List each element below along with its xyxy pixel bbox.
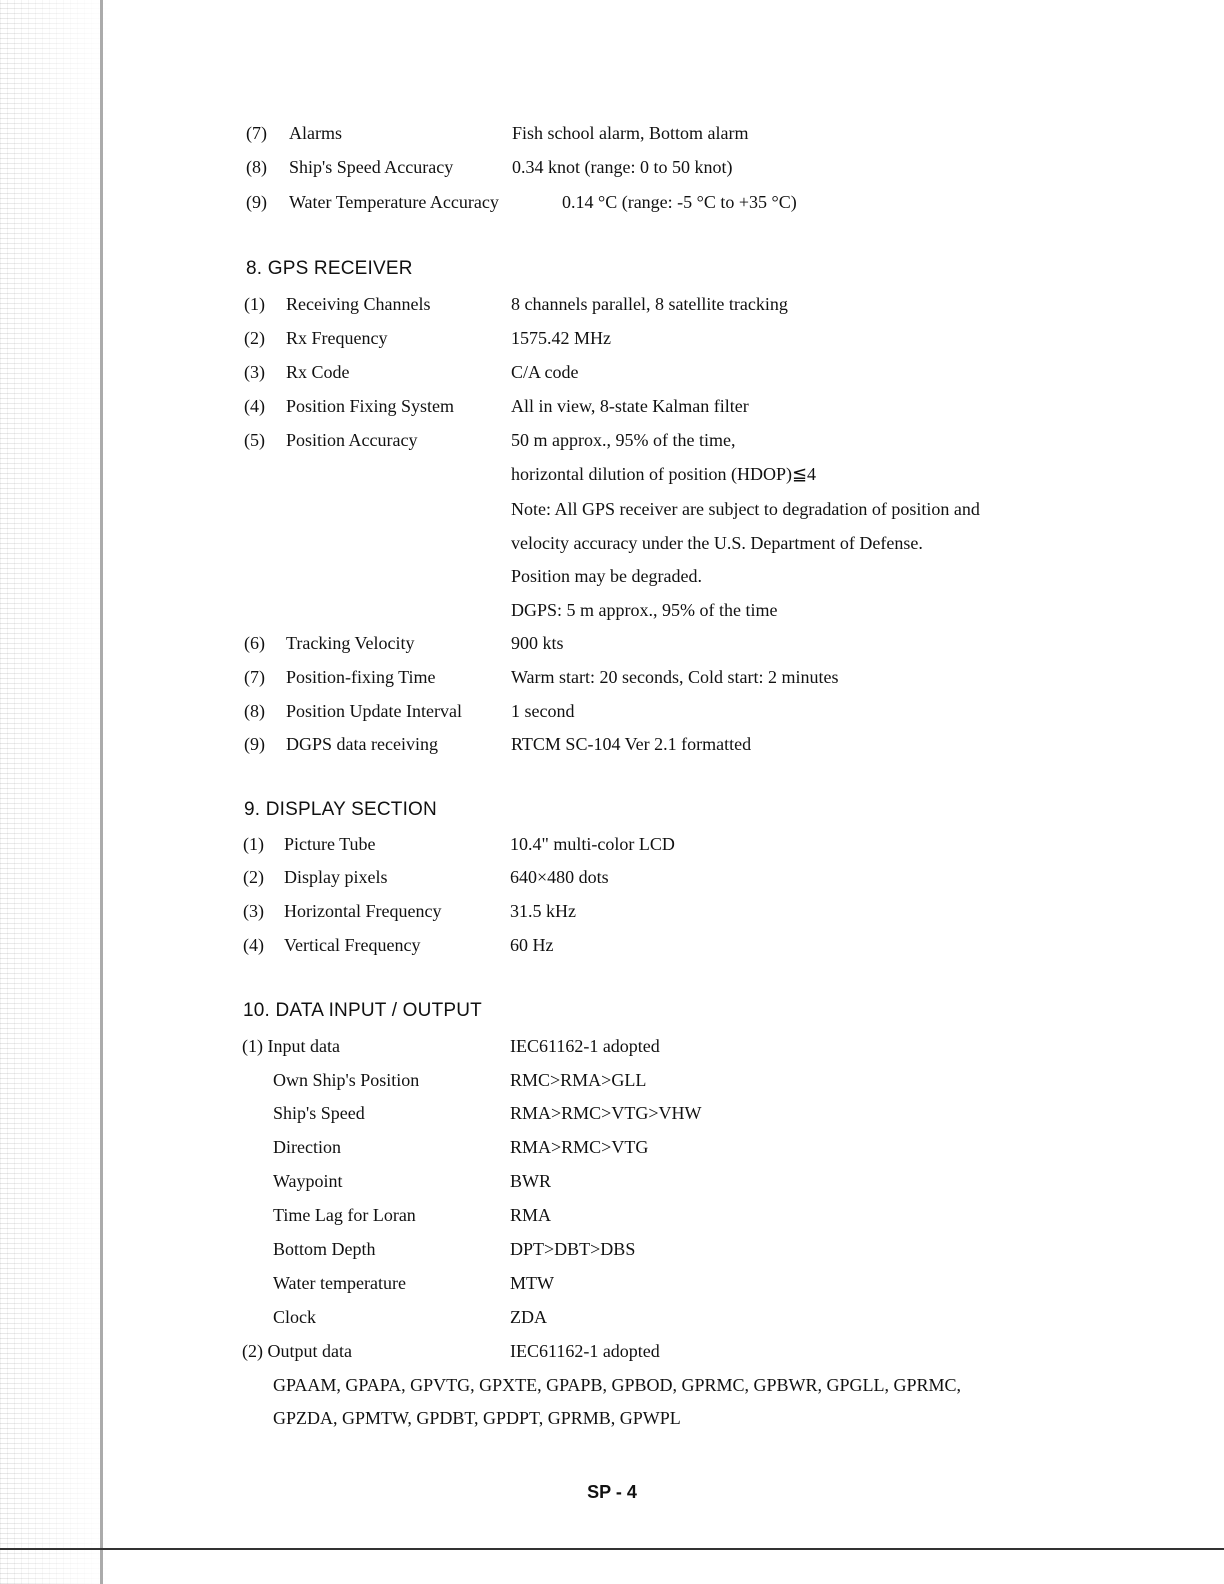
item-label: (1) Input data [242, 1036, 340, 1056]
item-value: RMC>RMA>GLL [510, 1070, 647, 1090]
item-number: (1) [244, 294, 265, 314]
io-input-subrow [273, 1272, 554, 1294]
spec-row [246, 156, 733, 178]
io-input-subrow [273, 1069, 647, 1091]
item-number: (6) [244, 633, 265, 653]
item-label: Own Ship's Position [273, 1070, 420, 1090]
item-label: Waypoint [273, 1171, 343, 1191]
item-value: 8 channels parallel, 8 satellite tracking [511, 294, 788, 314]
item-label: Position-fixing Time [286, 667, 436, 687]
item-value: 10.4" multi-color LCD [510, 834, 675, 854]
item-label: Position Update Interval [286, 701, 462, 721]
item-value: RMA>RMC>VTG>VHW [510, 1103, 702, 1123]
section-heading-display: 9. DISPLAY SECTION [244, 799, 437, 820]
item-label: Ship's Speed [273, 1103, 365, 1123]
item-number: (8) [244, 701, 265, 721]
section-heading-gps: 8. GPS RECEIVER [246, 258, 413, 279]
item-value: RMA>RMC>VTG [510, 1137, 649, 1157]
spec-row [243, 934, 554, 956]
item-label: Alarms [289, 123, 342, 143]
io-input-subrow [273, 1102, 702, 1124]
item-number: (8) [246, 157, 267, 177]
io-input-subrow [273, 1170, 552, 1192]
spec-row [243, 900, 576, 922]
accuracy-continuation: Note: All GPS receiver are subject to degradation of position and [511, 499, 980, 519]
item-value: C/A code [511, 362, 579, 382]
item-value: BWR [510, 1171, 552, 1191]
item-label: Water Temperature Accuracy [289, 192, 499, 212]
item-value: ZDA [510, 1307, 547, 1327]
item-label: Water temperature [273, 1273, 406, 1293]
item-value: 640×480 dots [510, 867, 609, 887]
item-label: Rx Frequency [286, 328, 388, 348]
spec-row [243, 866, 609, 888]
spec-row [244, 293, 788, 315]
item-number: (7) [244, 667, 265, 687]
item-value: RTCM SC-104 Ver 2.1 formatted [511, 734, 752, 754]
item-value: 31.5 kHz [510, 901, 576, 921]
io-output-row [242, 1340, 660, 1362]
item-label: Picture Tube [284, 834, 376, 854]
spec-row [244, 700, 575, 722]
io-input-row [242, 1035, 660, 1057]
output-sentence-list: GPZDA, GPMTW, GPDBT, GPDPT, GPRMB, GPWPL [273, 1408, 681, 1428]
accuracy-continuation: DGPS: 5 m approx., 95% of the time [511, 600, 778, 620]
item-value: DPT>DBT>DBS [510, 1239, 636, 1259]
item-number: (4) [244, 396, 265, 416]
item-label: DGPS data receiving [286, 734, 438, 754]
item-value: Fish school alarm, Bottom alarm [512, 123, 749, 143]
spec-row [244, 395, 749, 417]
spec-row [244, 733, 752, 755]
item-number: (3) [244, 362, 265, 382]
item-value: 0.34 knot (range: 0 to 50 knot) [512, 157, 733, 177]
item-label: Rx Code [286, 362, 350, 382]
item-number: (9) [246, 192, 267, 212]
item-number: (5) [244, 430, 265, 450]
item-number: (2) [243, 867, 264, 887]
item-number: (3) [243, 901, 264, 921]
accuracy-continuation: velocity accuracy under the U.S. Department of Defense. [511, 533, 923, 553]
io-input-subrow [273, 1306, 547, 1328]
spec-row [246, 191, 797, 213]
item-value: 1 second [511, 701, 575, 721]
item-number: (7) [246, 123, 267, 143]
item-value: 60 Hz [510, 935, 554, 955]
item-value: 50 m approx., 95% of the time, [511, 430, 736, 450]
spec-row [244, 327, 611, 349]
spec-row [246, 122, 749, 144]
spec-row [244, 632, 564, 654]
io-input-subrow [273, 1238, 636, 1260]
io-input-subrow [273, 1204, 552, 1226]
item-label: Time Lag for Loran [273, 1205, 416, 1225]
section-heading-io: 10. DATA INPUT / OUTPUT [243, 1000, 482, 1021]
item-label: Direction [273, 1137, 341, 1157]
item-label: Vertical Frequency [284, 935, 421, 955]
item-value: 0.14 °C (range: -5 °C to +35 °C) [562, 192, 797, 212]
item-label: Horizontal Frequency [284, 901, 442, 921]
item-value: 1575.42 MHz [511, 328, 611, 348]
bottom-rule [0, 1548, 1224, 1550]
spec-row [244, 361, 579, 383]
item-number: (2) [244, 328, 265, 348]
item-label: Display pixels [284, 867, 388, 887]
spec-row [244, 429, 736, 451]
accuracy-continuation: horizontal dilution of position (HDOP)≦4 [511, 464, 817, 484]
spec-row [243, 833, 675, 855]
item-value: RMA [510, 1205, 552, 1225]
item-value: All in view, 8-state Kalman filter [511, 396, 749, 416]
output-sentence-list: GPAAM, GPAPA, GPVTG, GPXTE, GPAPB, GPBOD, GPRMC, GPBWR, GPGLL, GPRMC, [273, 1375, 962, 1395]
item-label: Ship's Speed Accuracy [289, 157, 454, 177]
item-value: IEC61162-1 adopted [510, 1036, 660, 1056]
page-number: SP - 4 [587, 1482, 637, 1502]
item-value: MTW [510, 1273, 554, 1293]
item-number: (1) [243, 834, 264, 854]
spec-row [244, 666, 839, 688]
item-number: (9) [244, 734, 265, 754]
item-value: Warm start: 20 seconds, Cold start: 2 minutes [511, 667, 839, 687]
item-label: Bottom Depth [273, 1239, 376, 1259]
item-label: Receiving Channels [286, 294, 431, 314]
item-label: Tracking Velocity [286, 633, 415, 653]
io-input-subrow [273, 1136, 649, 1158]
item-label: Clock [273, 1307, 316, 1327]
item-value: IEC61162-1 adopted [510, 1341, 660, 1361]
item-label: (2) Output data [242, 1341, 352, 1361]
item-value: 900 kts [511, 633, 564, 653]
accuracy-continuation: Position may be degraded. [511, 566, 702, 586]
item-label: Position Accuracy [286, 430, 418, 450]
item-label: Position Fixing System [286, 396, 455, 416]
item-number: (4) [243, 935, 264, 955]
